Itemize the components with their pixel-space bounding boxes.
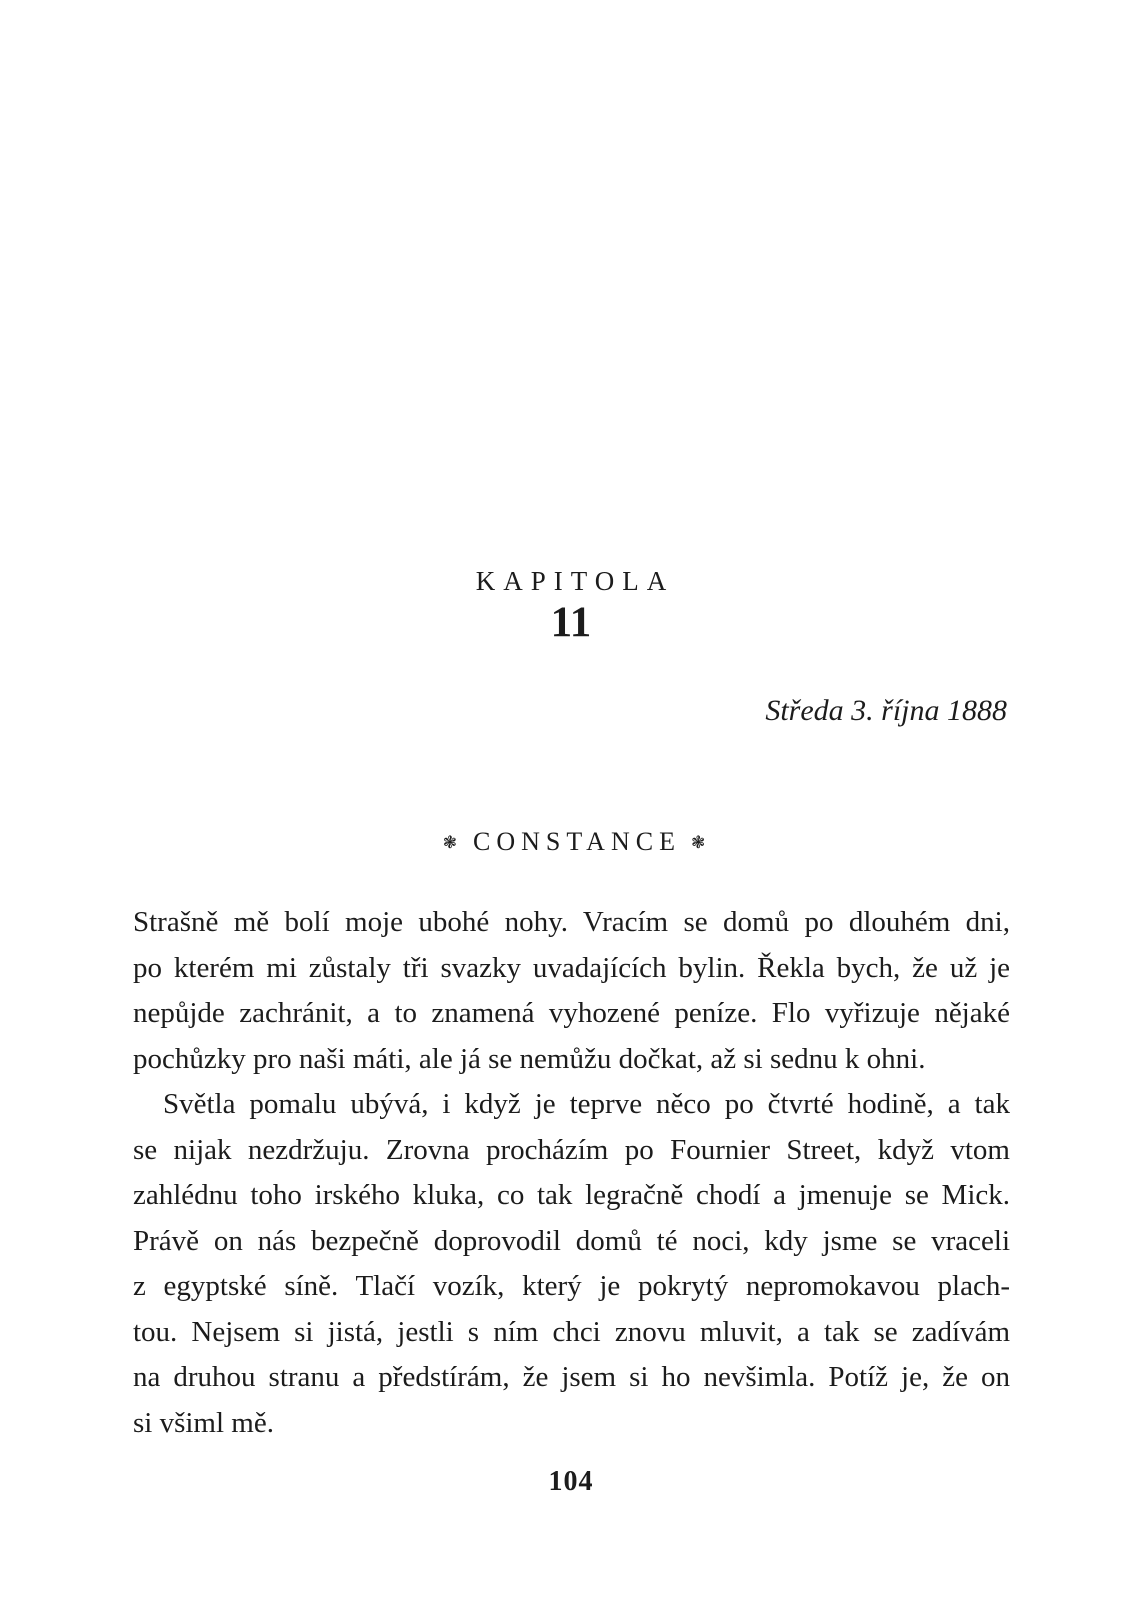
page-number: 104	[548, 1466, 594, 1497]
body-text	[133, 900, 1010, 1446]
text-line: po kterém mi zůstaly tři svazky uvadajících bylin. Řekla bych, že už je	[133, 951, 1010, 984]
chapter-label: KAPITOLA	[475, 566, 675, 596]
text-line: z egyptské síně. Tlačí vozík, který je pokrytý nepromokavou plach-	[133, 1270, 1010, 1302]
text-line: tou. Nejsem si jistá, jestli s ním chci znovu mluvit, a tak se zadívám	[133, 1315, 1010, 1348]
fleuron-ornament-icon: ❃	[442, 833, 458, 853]
text-line: si všiml mě.	[133, 1406, 274, 1439]
text-line: se nijak nezdržuju. Zrovna procházím po Fournier Street, když vtom	[133, 1133, 1010, 1166]
text-line: zahlédnu toho irského kluka, co tak legračně chodí a jmenuje se Mick.	[133, 1179, 1010, 1211]
section-header	[0, 827, 1142, 857]
text-line: Strašně mě bolí moje ubohé nohy. Vracím se domů po dlouhém dni,	[133, 906, 1010, 938]
chapter-number: 11	[550, 599, 592, 646]
text-line: pochůzky pro naši máti, ale já se nemůžu dočkat, až si sednu k ohni.	[133, 1042, 926, 1075]
text-line: na druhou stranu a předstírám, že jsem si ho nevšimla. Potíž je, že on	[133, 1361, 1010, 1393]
section-title: CONSTANCE	[473, 827, 681, 856]
text-line: Světla pomalu ubývá, i když je teprve něco po čtvrté hodině, a tak	[163, 1088, 1010, 1120]
text-line: nepůjde zachránit, a to znamená vyhozené peníze. Flo vyřizuje nějaké	[133, 997, 1010, 1029]
dateline: Středa 3. října 1888	[765, 694, 1007, 727]
text-line: Právě on nás bezpečně doprovodil domů té noci, kdy jsme se vraceli	[133, 1224, 1010, 1257]
fleuron-ornament-icon: ❃	[690, 833, 706, 853]
